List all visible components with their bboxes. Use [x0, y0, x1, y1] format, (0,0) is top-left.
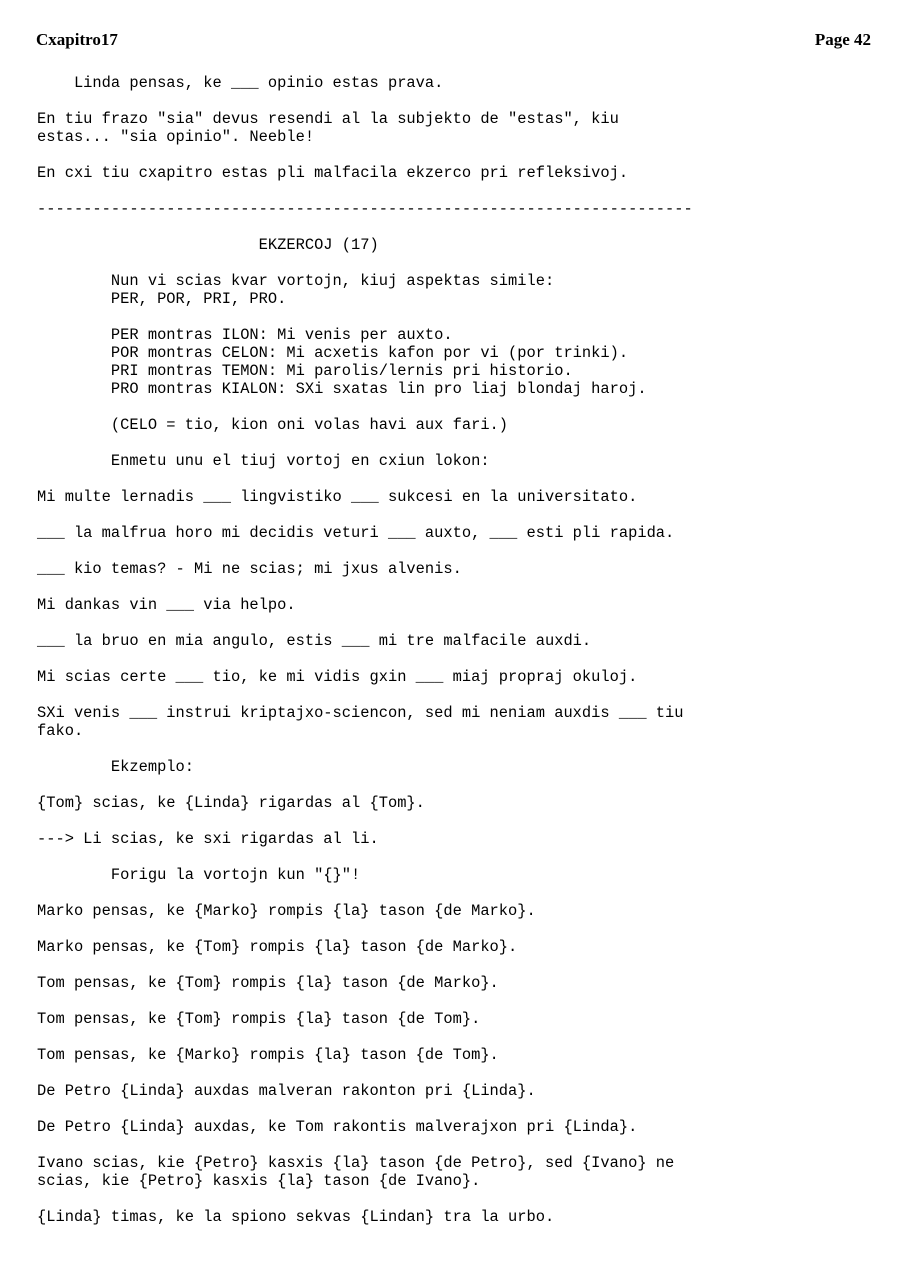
blank-line: [37, 740, 887, 758]
text-line: (CELO = tio, kion oni volas havi aux fari.): [37, 416, 509, 434]
text-line: Mi scias certe ___ tio, ke mi vidis gxin ___ miaj propraj okuloj.: [37, 668, 638, 686]
text-line: -----------------------------------------------------------------------: [37, 200, 693, 218]
text-line: De Petro {Linda} auxdas, ke Tom rakontis malverajxon pri {Linda}.: [37, 1118, 638, 1136]
blank-line: [37, 578, 887, 596]
text-line: Linda pensas, ke ___ opinio estas prava.: [37, 74, 444, 92]
text-line: ___ la malfrua horo mi decidis veturi ___ auxto, ___ esti pli rapida.: [37, 524, 675, 542]
blank-line: [37, 1190, 887, 1208]
blank-line: [37, 254, 887, 272]
text-line: PER montras ILON: Mi venis per auxto.: [37, 326, 453, 344]
text-line: Mi multe lernadis ___ lingvistiko ___ sukcesi en la universitato.: [37, 488, 638, 506]
text-line: Enmetu unu el tiuj vortoj en cxiun lokon:: [37, 452, 490, 470]
text-line: Forigu la vortojn kun "{}"!: [37, 866, 361, 884]
text-line: De Petro {Linda} auxdas malveran rakonton pri {Linda}.: [37, 1082, 536, 1100]
page-header: [36, 30, 871, 54]
text-line: fako.: [37, 722, 84, 740]
blank-line: [37, 956, 887, 974]
blank-line: [37, 308, 887, 326]
blank-line: [37, 1100, 887, 1118]
text-line: scias, kie {Petro} kasxis {la} tason {de Ivano}.: [37, 1172, 481, 1190]
text-line: Marko pensas, ke {Marko} rompis {la} tason {de Marko}.: [37, 902, 536, 920]
text-line: Marko pensas, ke {Tom} rompis {la} tason {de Marko}.: [37, 938, 518, 956]
text-line: Tom pensas, ke {Tom} rompis {la} tason {de Marko}.: [37, 974, 499, 992]
text-line: Tom pensas, ke {Marko} rompis {la} tason {de Tom}.: [37, 1046, 499, 1064]
blank-line: [37, 920, 887, 938]
text-line: Ekzemplo:: [37, 758, 195, 776]
text-line: PRI montras TEMON: Mi parolis/lernis pri historio.: [37, 362, 573, 380]
blank-line: [37, 1028, 887, 1046]
text-line: Nun vi scias kvar vortojn, kiuj aspektas simile:: [37, 272, 555, 290]
text-line: En cxi tiu cxapitro estas pli malfacila ekzerco pri refleksivoj.: [37, 164, 629, 182]
page-number: Page 42: [814, 30, 871, 49]
text-line: POR montras CELON: Mi acxetis kafon por vi (por trinki).: [37, 344, 629, 362]
blank-line: [37, 218, 887, 236]
blank-line: [37, 92, 887, 110]
text-line: ___ la bruo en mia angulo, estis ___ mi tre malfacile auxdi.: [37, 632, 592, 650]
text-line: estas... "sia opinio". Neeble!: [37, 128, 315, 146]
blank-line: [37, 776, 887, 794]
text-line: EKZERCOJ (17): [37, 236, 379, 254]
blank-line: [37, 812, 887, 830]
text-line: {Tom} scias, ke {Linda} rigardas al {Tom}.: [37, 794, 425, 812]
blank-line: [37, 1064, 887, 1082]
blank-line: [37, 506, 887, 524]
chapter-title: Cxapitro17: [36, 30, 118, 49]
blank-line: [37, 146, 887, 164]
blank-line: [37, 434, 887, 452]
blank-line: [37, 182, 887, 200]
blank-line: [37, 848, 887, 866]
blank-line: [37, 686, 887, 704]
text-line: En tiu frazo "sia" devus resendi al la subjekto de "estas", kiu: [37, 110, 619, 128]
blank-line: [37, 470, 887, 488]
document-body: [37, 74, 887, 1226]
blank-line: [37, 650, 887, 668]
blank-line: [37, 884, 887, 902]
text-line: ___ kio temas? - Mi ne scias; mi jxus alvenis.: [37, 560, 462, 578]
text-line: SXi venis ___ instrui kriptajxo-sciencon, sed mi neniam auxdis ___ tiu: [37, 704, 684, 722]
blank-line: [37, 992, 887, 1010]
blank-line: [37, 614, 887, 632]
blank-line: [37, 1136, 887, 1154]
blank-line: [37, 542, 887, 560]
text-line: Tom pensas, ke {Tom} rompis {la} tason {de Tom}.: [37, 1010, 481, 1028]
text-line: PER, POR, PRI, PRO.: [37, 290, 287, 308]
text-line: Mi dankas vin ___ via helpo.: [37, 596, 296, 614]
text-line: ---> Li scias, ke sxi rigardas al li.: [37, 830, 379, 848]
text-line: {Linda} timas, ke la spiono sekvas {Lindan} tra la urbo.: [37, 1208, 555, 1226]
text-line: Ivano scias, kie {Petro} kasxis {la} tason {de Petro}, sed {Ivano} ne: [37, 1154, 675, 1172]
blank-line: [37, 398, 887, 416]
text-line: PRO montras KIALON: SXi sxatas lin pro liaj blondaj haroj.: [37, 380, 647, 398]
